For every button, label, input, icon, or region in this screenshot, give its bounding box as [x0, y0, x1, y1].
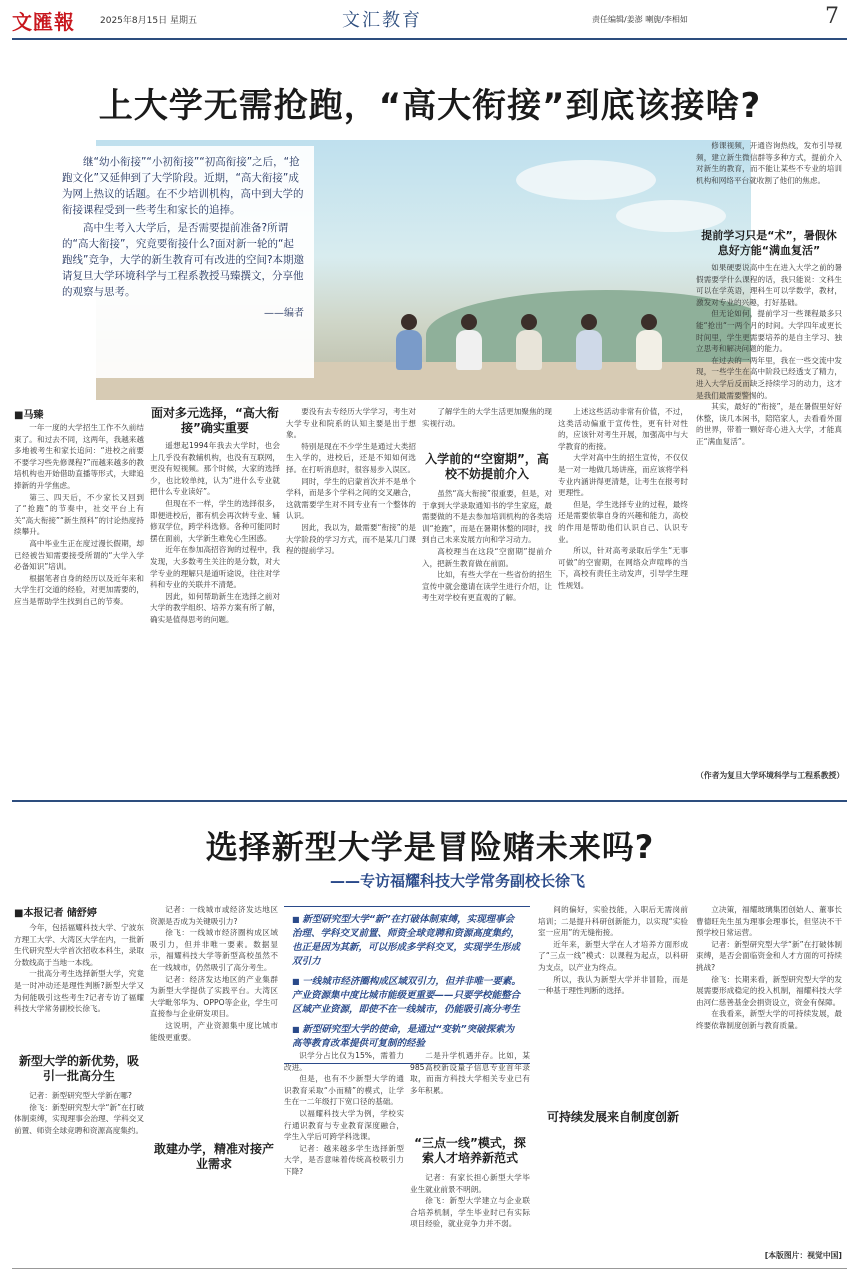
- article1-column-6-top: [696, 140, 842, 220]
- article2-subhead-c: “三点一线”模式，探索人才培养新范式: [414, 1136, 526, 1165]
- article2-column-5: [538, 904, 688, 1104]
- article2-column-6: [696, 904, 842, 1244]
- article2-subhead-a: 新型大学的新优势，吸引一批高分生: [18, 1054, 139, 1083]
- article2-column-1: [14, 1090, 144, 1262]
- section-title: 文汇教育: [342, 10, 422, 31]
- paragraph: 记者：经济发达地区的产业集群为新型大学提供了实践平台。大湾区大学毗邻华为、OPPO等企业，学生可直接参与企业研发项目。: [150, 974, 278, 1019]
- article1-subhead-right: 提前学习只是“术”，暑假休息好方能“满血复活”: [701, 229, 837, 257]
- article1-byline: ■马臻: [14, 410, 44, 421]
- article2-subhead-b: 敢建办学，精准对接产业需求: [153, 1142, 274, 1171]
- paragraph: 间的偏好，实验技能，入职后无需岗前培训；二是提升科研创新能力，以实现“实验室一应用”的无缝衔接。: [538, 905, 688, 938]
- article1-column-2: [150, 440, 280, 792]
- article1-author-note: （作者为复旦大学环境科学与工程系教授）: [696, 771, 845, 780]
- page-number: 7: [825, 4, 839, 29]
- student-figure: [516, 330, 542, 370]
- article2-subhead: ——专访福耀科技大学常务副校长徐飞: [330, 872, 586, 890]
- article2-photo-credit: [本版图片：视觉中国]: [764, 1251, 842, 1260]
- paragraph: 但是，也有不少新型大学的通识教育采取“小而精”的模式，让学生在一二年级打下宽口径的基础。: [284, 1074, 404, 1107]
- paragraph: 徐飞：长期来看，新型研究型大学的发展需要形成稳定的投入机制，福耀科技大学由河仁慈善基金会捐资设立，资金有保障。: [696, 974, 842, 1007]
- paragraph: 在过去的一两年里，我在一些交流中发现，一些学生在高中阶段已经透支了精力，进入大学后反而缺乏持续学习的动力，这才是我们最需要警惕的。: [696, 355, 842, 400]
- article1-column-6: [696, 262, 842, 762]
- paragraph: 记者：新型研究型大学“新”在打破体制束缚，是否会面临资金和人才方面的可持续挑战?: [696, 939, 842, 972]
- paragraph: 近年在参加高招咨询的过程中，我发现，大多数考生关注的是分数，对大学专业的理解只是道听途说，往往对学科和专业的关联并不清楚。: [150, 545, 280, 590]
- student-figure: [456, 330, 482, 370]
- paragraph: 今年，包括福耀科技大学、宁波东方理工大学、大湾区大学在内，一批新生代研究型大学首次招收本科生，录取分数线高于当地一本线。: [14, 923, 144, 967]
- paragraph: 记者：越来越多学生选择新型大学，是否意味着传统高校吸引力下降?: [284, 1143, 404, 1176]
- header-rule: [12, 38, 847, 40]
- article2-byline: ■本报记者 储舒婷: [14, 908, 97, 919]
- paragraph: 徐飞：新型大学建立与企业联合培养机制，学生毕业时已有实际项目经验，就业竞争力并不弱。: [410, 1196, 530, 1229]
- paragraph: 徐飞：新型研究型大学“新”在打破体制束缚，实现理事会治理、学科交叉前置、师资全球竞聘和资源高度集约。: [14, 1102, 144, 1135]
- paragraph: 根据笔者自身的经历以及近年来和大学生打交道的经验，对更加需要的，应当是帮助学生找到自己的节奏。: [14, 573, 144, 606]
- paragraph: 在我看来，新型大学的可持续发展，最终要依靠制度创新与教育质量。: [696, 1009, 842, 1030]
- student-figure: [636, 330, 662, 370]
- paragraph: 要没有去专经历大学学习，考生对大学专业和院系的认知主要是出于想象。: [286, 407, 416, 440]
- paragraph: 记者：一线城市或经济发达地区资源是否成为关键吸引力?: [150, 905, 278, 926]
- student-figure: [396, 330, 422, 370]
- article2-column-2: [150, 904, 278, 1138]
- paragraph: 因此，如何帮助新生在选择之前对大学的教学组织、培养方案有所了解，确实是值得思考的问题。: [150, 591, 280, 624]
- bullet-icon: ■: [292, 915, 303, 924]
- student-head: [581, 314, 597, 330]
- paragraph: 一批高分考生选择新型大学，究竟是一时冲动还是理性判断?新型大学又为何能吸引这些考生?记者专访了福耀科技大学常务副校长徐飞。: [14, 969, 144, 1014]
- paragraph: 但是，学生选择专业的过程，最终还是需要依靠自身的兴趣和能力，高校的作用是帮助他们认识自己、认识专业。: [558, 499, 688, 544]
- paragraph: 但无论如何，提前学习一些课程最多只能“抢出“一两个月的时间。大学四年或更长时间里，学生更需要培养的是自主学习、独立思考和解决问题的能力。: [696, 309, 842, 354]
- paragraph: 遥想起1994年我去大学时，也会上几乎没有教辅机构，也没有互联网，更没有短视频。那个时候，大家的选择少，也比较单纯，认为“进什么专业就把什么专业读好”。: [150, 441, 280, 497]
- paragraph: 徐飞：一线城市经济圈构成区域吸引力，但并非唯一要素。数据显示，福耀科技大学等新型高校虽然不在一线城市，仍然吸引了高分考生。: [150, 928, 278, 972]
- editor-sign: ——编者: [264, 308, 304, 319]
- article2-column-4: [410, 1172, 530, 1262]
- paragraph: 二是升学机遇并存。比如，某985高校新设量子信息专业首年录取，而南方科技大学相关专业已有多年积累。: [410, 1051, 530, 1095]
- paragraph: 其实，最好的“衔接”，是在暑假里好好休整，读几本闲书，陪陪家人，去看看外面的世界，带着一颗好奇心进入大学，才能真正“满血复活”。: [696, 402, 842, 446]
- article1-headline: 上大学无需抢跑，“高大衔接”到底该接啥?: [98, 86, 762, 126]
- student-head: [641, 314, 657, 330]
- paragraph: 如果硬要说高中生在进入大学之前的暑假需要学什么课程的话，我只能说：文科生可以在学英语，理科生可以学数学，教材，激发对专业的兴趣，打好基础。: [696, 263, 842, 307]
- page-bottom-rule: [12, 1268, 847, 1269]
- paragraph: 以福耀科技大学为例，学校实行通识教育与专业教育深度融合，学生入学后可跨学科选课。: [284, 1108, 404, 1142]
- paragraph: 大学对高中生的招生宣传，不仅仅是一对一地做几场讲座，而应该将学科专业内涵讲得更清楚，让考生在报考时更理性。: [558, 453, 688, 498]
- pull-quote-box: [284, 906, 530, 1064]
- article2-column-3: [284, 1050, 404, 1262]
- pull-quote: [292, 975, 522, 1017]
- article2-column-4-top: [410, 1050, 530, 1130]
- pull-quote: [292, 913, 522, 969]
- paragraph: 第三、四天后，不少家长又回到了“抢跑”的节奏中，社交平台上有关“高大衔接”“新生预科”的讨论热度持续攀升。: [14, 492, 144, 537]
- student-head: [401, 314, 417, 330]
- paragraph: 同时，学生的启蒙首次并不是单个学科，而是多个学科之间的交叉融合，这就需要学生对不同专业有一个整体的认识。: [286, 476, 416, 521]
- paragraph: 上述这些活动非常有价值，不过，这类活动偏重于宣传性，更有针对性的，应该针对考生开展，加强高中与大学教育的衔接。: [558, 407, 688, 451]
- article1-column-4-top: [422, 406, 552, 450]
- lead-box: [52, 146, 314, 378]
- article2-headline: 选择新型大学是冒险赌未来吗?: [205, 828, 655, 866]
- paragraph: 识学分占比仅为15%，需着力改进。: [284, 1051, 404, 1072]
- issue-date: 2025年8月15日 星期五: [100, 16, 197, 26]
- paragraph: 记者：有家长担心新型大学毕业生就业前景不明朗。: [410, 1173, 530, 1194]
- paragraph: 高校理当在这段“空窗期”提前介入，把新生教育做在前面。: [422, 546, 552, 568]
- paragraph: 比如，有些大学在一些省份的招生宣传中就会邀请在读学生进行介绍，让考生对学校有更直观的了解。: [422, 570, 552, 603]
- article1-column-5: [558, 406, 688, 792]
- editor-credits: 责任编辑/姜澎 喇旎/李相如: [592, 15, 688, 24]
- paragraph: 近年来，新型大学在人才培养方面形成了“三点一线”模式：以课程为起点，以科研为支点，以产业为终点。: [538, 939, 688, 972]
- article1-column-3: [286, 406, 416, 792]
- article1-subhead-mid: 入学前的“空窗期”，高校不妨提前介入: [425, 452, 549, 481]
- paragraph: 这说明，产业资源集中度比城市能级更重要。: [150, 1020, 278, 1042]
- paragraph: 特别是现在不少学生是通过大类招生入学的，进校后，还是不知如何选择。在打听消息时，很容易步入误区。: [286, 441, 416, 474]
- paragraph: 所以，针对高考录取后学生“无事可做”的空窗期，在网络众声喧哗的当下，高校有责任主动发声，引导学生理性规划。: [558, 546, 688, 590]
- article1-subhead-left: 面对多元选择，“高大衔接”确实重要: [151, 406, 279, 435]
- article2-column-1-top: [14, 922, 144, 1050]
- paragraph: 但现在不一样，学生的选择很多，即便进校后，都有机会再次转专业、辅修双学位，跨学科选修。各种可能同时摆在面前，大学新生难免心生困惑。: [150, 498, 280, 543]
- paragraph: 了解学生的大学生活更加聚焦的现实视行动。: [422, 407, 552, 428]
- pull-quote: [292, 1023, 522, 1051]
- paragraph: 高中毕业生正在度过漫长假期，却已经被告知需要接受所谓的“大学入学必备知识”培训。: [14, 538, 144, 572]
- section-divider: [12, 800, 847, 802]
- lead-paragraph: 高中生考入大学后，是否需要提前准备?所谓的“高大衔接”，究竟要衔接什么?面对新一轮的“起跑线”竞争，大学的新生教育可有改进的空间?本期邀请复旦大学环境科学与工程系教授马臻撰文，分享他的观察与思考。: [62, 222, 305, 298]
- article2-subhead-d: 可持续发展来自制度创新: [546, 1110, 679, 1124]
- student-head: [521, 314, 537, 330]
- paragraph: 立决策，福耀玻璃集团创始人、董事长曹德旺先生虽为理事会理事长，但坚决不干预学校日常运营。: [696, 905, 842, 938]
- paragraph: 因此，我以为，最需要“衔接”的是大学阶段的学习方式，而不是某几门课程的提前学习。: [286, 522, 416, 556]
- masthead: [12, 6, 847, 34]
- article1-column-4: [422, 488, 552, 792]
- bullet-icon: ■: [292, 1025, 303, 1034]
- article1-column-1: [14, 422, 144, 792]
- cloud-shape: [516, 160, 656, 200]
- paragraph: 所以，我认为新型大学并非冒险，而是一种基于理性判断的选择。: [538, 974, 688, 996]
- pull-quote-text: 一线城市经济圈构成区域双引力，但并非唯一要素。产业资源集中度比城市能级更重要——只要学校能整合区域产业资源，即使不在一线城市，仍能吸引高分考生: [292, 976, 521, 1015]
- paragraph: 虽然“高大衔接”很重要，但是，对于拿到大学录取通知书的学生家庭，最需要做的不是去参加培训机构的各类培训“抢跑”，而是在暑期休整的同时，找到自己未来发展方向和学习动力。: [422, 489, 552, 545]
- paragraph: 一年一度的大学招生工作不久前结束了。和过去不同，这两年，我越来越多地被考生和家长追问：“进校之前要不要学习些先修课程?”而越来越多的教培机构也开始借助直播等形式，大肆追捧新的升学焦虑。: [14, 423, 144, 490]
- bullet-icon: ■: [292, 977, 303, 986]
- pull-quote-text: 新型研究型大学“新”在打破体制束缚，实现理事会治理、学科交叉前置、师资全球竞聘和资源高度集约，也正是因为其新，可以形成多学科交叉，实现学生形成双引力: [292, 914, 521, 967]
- paragraph: 记者：新型研究型大学新在哪?: [29, 1091, 132, 1100]
- student-figure: [576, 330, 602, 370]
- student-head: [461, 314, 477, 330]
- pull-quote-text: 新型研究型大学的使命，是通过“变轨”突破探索为高等教育改革提供可复制的经验: [292, 1024, 515, 1049]
- newspaper-logo: 文匯報: [12, 10, 75, 34]
- lead-paragraph: 继“幼小衔接”“小初衔接”“初高衔接”之后，“抢跑文化”又延伸到了大学阶段。近期，“高大衔接”成为网上热议的话题。在不少培训机构，高中到大学的衔接课程受到一些考生和家长的追捧。: [62, 156, 304, 216]
- paragraph: 修课视频，开通咨询热线，发布引导视频，建立新生微信群等多种方式，提前介入对新生的教育，而不能让某些不专业的培训机构和网络平台就收割了他们的焦虑。: [696, 141, 842, 185]
